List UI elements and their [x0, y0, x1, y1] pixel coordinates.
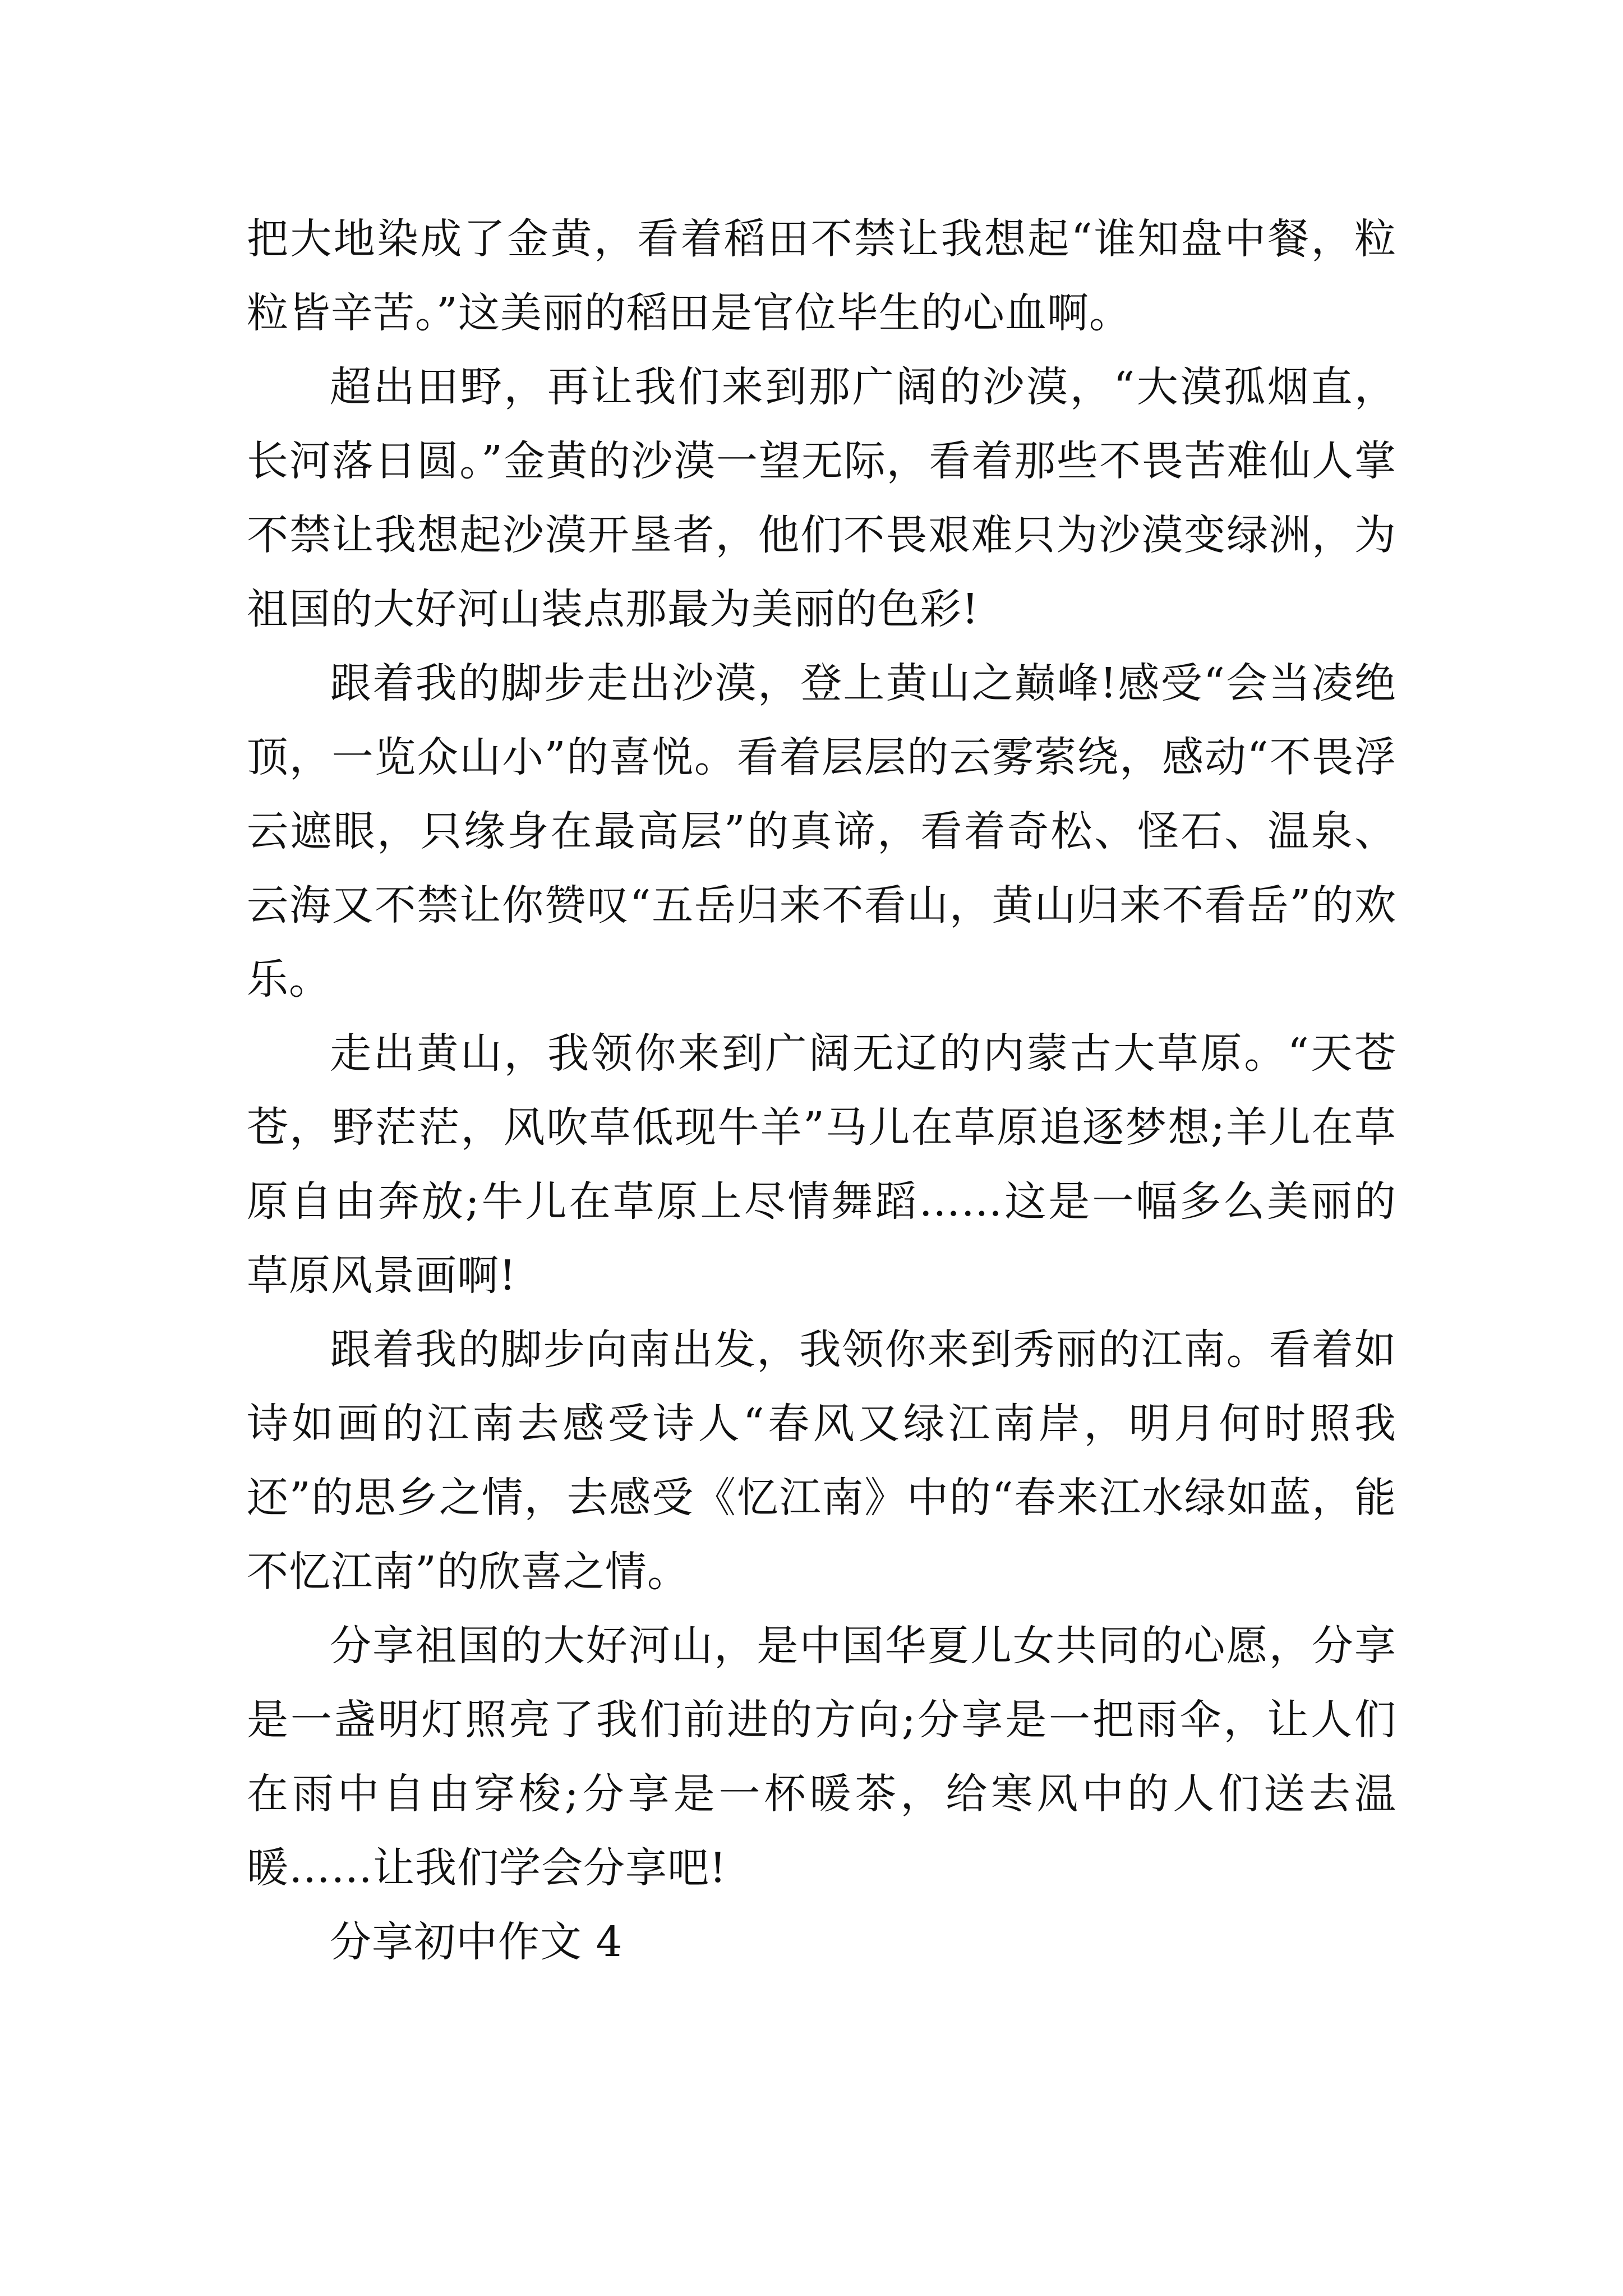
paragraph: 把大地染成了金黄，看着稻田不禁让我想起“谁知盘中餐，粒粒皆辛苦。”这美丽的稻田是官位毕生的心血啊。 [247, 215, 1396, 337]
document-body [247, 202, 1396, 1979]
section-heading: 分享初中作文 4 [330, 1918, 623, 1966]
paragraph: 超出田野，再让我们来到那广阔的沙漠，“大漠孤烟直，长河落日圆。”金黄的沙漠一望无际，看着那些不畏苦难仙人掌不禁让我想起沙漠开垦者，他们不畏艰难只为沙漠变绿洲，为祖国的大好河山装点那最为美丽的色彩! [247, 363, 1396, 633]
paragraph: 跟着我的脚步向南出发，我领你来到秀丽的江南。看着如诗如画的江南去感受诗人“春风又绿江南岸，明月何时照我还”的思乡之情，去感受《忆江南》中的“春来江水绿如蓝，能不忆江南”的欣喜之情。 [247, 1326, 1396, 1596]
paragraph: 分享祖国的大好河山，是中国华夏儿女共同的心愿，分享是一盏明灯照亮了我们前进的方向;分享是一把雨伞，让人们在雨中自由穿梭;分享是一杯暖茶，给寒风中的人们送去温暖……让我们学会分享吧! [247, 1622, 1396, 1892]
paragraph: 跟着我的脚步走出沙漠，登上黄山之巅峰!感受“会当凌绝顶，一览众山小”的喜悦。看着层层的云雾萦绕，感动“不畏浮云遮眼，只缘身在最高层”的真谛，看着奇松、怪石、温泉、云海又不禁让你赞叹“五岳归来不看山，黄山归来不看岳”的欢乐。 [247, 659, 1396, 1004]
paragraph: 走出黄山，我领你来到广阔无辽的内蒙古大草原。“天苍苍，野茫茫，风吹草低现牛羊”马儿在草原追逐梦想;羊儿在草原自由奔放;牛儿在草原上尽情舞蹈……这是一幅多么美丽的草原风景画啊! [247, 1029, 1396, 1300]
